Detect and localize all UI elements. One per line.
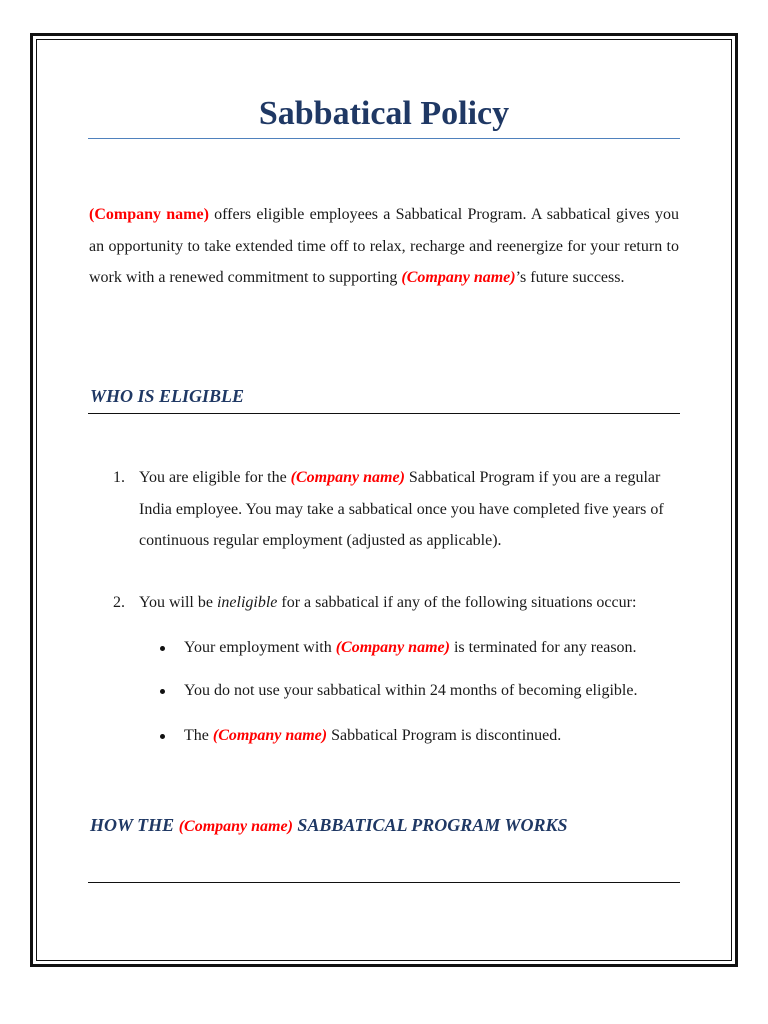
bullet-item [160,725,561,747]
section-heading-program [90,815,568,836]
bullet-item [160,637,637,659]
section-divider [88,413,680,414]
text-run: You are eligible for the [139,469,291,486]
text-run: Sabbatical Program is discontinued. [327,727,562,744]
section-heading-eligibility: WHO IS ELIGIBLE [90,386,245,406]
list-number: 1. [113,469,125,486]
text-run: is terminated for any reason. [449,639,637,656]
bullet-text [184,725,561,747]
text-run: You will be [139,594,217,611]
company-placeholder: (Company name) [178,818,293,835]
heading-text: HOW THE [90,815,179,835]
title-underline [88,138,680,139]
list-item [113,587,683,619]
bullet-icon [160,734,165,739]
text-run: Sabbatical Program if you are a regular India employee. You may take a sabbatical once you have completed five years of continuous regular employment (adjusted as applicable). [139,469,664,549]
intro-paragraph [89,199,679,294]
bullet-icon [160,689,165,694]
intro-text: ’s future success. [515,269,625,286]
text-run: Your employment with [184,639,336,656]
company-placeholder: (Company name) [89,206,209,223]
company-placeholder: (Company name) [290,469,405,486]
text-run: The [184,727,213,744]
company-placeholder: (Company name) [401,269,516,286]
list-item-text [139,587,683,619]
intro-text: offers eligible employees a Sabbatical Program. A sabbatical gives you an opportunity to take extended time off to relax, recharge and reenergize for your return to work with a renewed commitment to supporting [89,206,679,286]
emphasis-text: ineligible [216,594,278,611]
company-placeholder: (Company name) [335,639,450,656]
company-placeholder: (Company name) [212,727,328,744]
heading-text: SABBATICAL PROGRAM WORKS [292,815,568,835]
section-divider [88,882,680,883]
list-item-text [139,462,683,557]
document-title: Sabbatical Policy [258,95,510,132]
text-run: for a sabbatical if any of the following situations occur: [277,594,637,611]
bullet-item [160,680,637,702]
bullet-text [184,680,637,702]
bullet-icon [160,646,165,651]
text-run: You do not use your sabbatical within 24 months of becoming eligible. [184,682,638,699]
list-item [113,462,683,557]
list-number: 2. [113,594,125,611]
bullet-text [184,637,637,659]
